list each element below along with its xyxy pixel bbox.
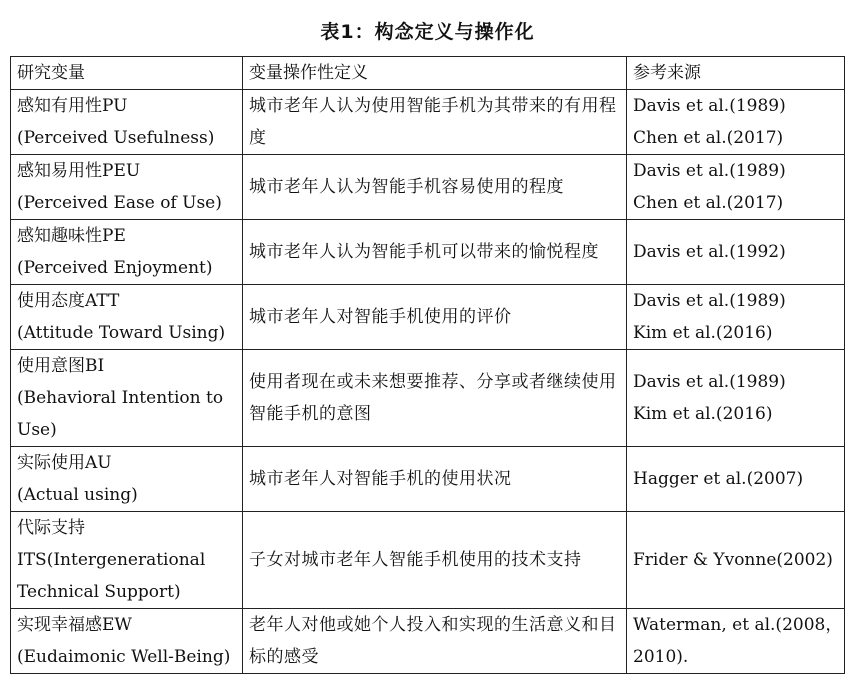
variable-english-cont: Technical Support) <box>17 582 181 602</box>
header-source: 参考来源 <box>627 57 845 90</box>
definition-cell: 老年人对他或她个人投入和实现的生活意义和目标的感受 <box>243 609 627 674</box>
source-cell <box>627 220 845 285</box>
variable-name: 感知有用性PU <box>17 96 128 116</box>
reference: Davis et al.(1989) <box>633 291 786 311</box>
variable-cell <box>11 155 243 220</box>
reference: Davis et al.(1992) <box>633 242 786 262</box>
reference: Davis et al.(1989) <box>633 161 786 181</box>
variable-cell <box>11 90 243 155</box>
variable-cell <box>11 512 243 609</box>
variable-english: (Eudaimonic Well-Being) <box>17 647 231 667</box>
reference: Kim et al.(2016) <box>633 323 773 343</box>
reference: 2010). <box>633 647 689 667</box>
source-cell <box>627 512 845 609</box>
table-row <box>11 447 845 512</box>
variable-name: 实现幸福感EW <box>17 615 132 635</box>
reference: Frider & Yvonne(2002) <box>633 550 833 570</box>
definition-cell: 城市老年人认为使用智能手机为其带来的有用程度 <box>243 90 627 155</box>
reference: Hagger et al.(2007) <box>633 469 804 489</box>
variable-cell <box>11 609 243 674</box>
variable-english: (Perceived Enjoyment) <box>17 258 213 278</box>
variable-english-cont: Use) <box>17 420 57 440</box>
reference: Chen et al.(2017) <box>633 128 784 148</box>
source-cell <box>627 155 845 220</box>
table-row <box>11 350 845 447</box>
variable-name: 使用态度ATT <box>17 291 120 311</box>
table-title: 表1：构念定义与操作化 <box>320 21 535 43</box>
header-row <box>11 57 845 90</box>
table-row <box>11 609 845 674</box>
variable-english: ITS(Intergenerational <box>17 550 206 570</box>
source-cell <box>627 90 845 155</box>
variable-english: (Behavioral Intention to <box>17 388 224 408</box>
header-definition: 变量操作性定义 <box>243 57 627 90</box>
variable-name: 感知易用性PEU <box>17 161 141 181</box>
variable-name: 使用意图BI <box>17 356 105 376</box>
table-row <box>11 512 845 609</box>
variable-cell <box>11 285 243 350</box>
variable-english: (Perceived Ease of Use) <box>17 193 222 213</box>
variable-english: (Perceived Usefulness) <box>17 128 215 148</box>
variable-cell <box>11 447 243 512</box>
table-row <box>11 90 845 155</box>
definition-cell: 使用者现在或未来想要推荐、分享或者继续使用智能手机的意图 <box>243 350 627 447</box>
source-cell <box>627 447 845 512</box>
definition-cell: 城市老年人对智能手机的使用状况 <box>243 447 627 512</box>
variable-name: 代际支持 <box>17 518 85 538</box>
construct-table <box>10 56 845 674</box>
header-variable: 研究变量 <box>11 57 243 90</box>
reference: Kim et al.(2016) <box>633 404 773 424</box>
source-cell <box>627 609 845 674</box>
reference: Davis et al.(1989) <box>633 96 786 116</box>
variable-cell <box>11 220 243 285</box>
variable-name: 实际使用AU <box>17 453 112 473</box>
definition-cell: 城市老年人对智能手机使用的评价 <box>243 285 627 350</box>
reference: Waterman, et al.(2008， <box>633 615 843 635</box>
definition-cell: 城市老年人认为智能手机容易使用的程度 <box>243 155 627 220</box>
reference: Davis et al.(1989) <box>633 372 786 392</box>
table-row <box>11 220 845 285</box>
table-row <box>11 285 845 350</box>
variable-english: (Attitude Toward Using) <box>17 323 226 343</box>
variable-cell <box>11 350 243 447</box>
definition-cell: 城市老年人认为智能手机可以带来的愉悦程度 <box>243 220 627 285</box>
table-row <box>11 155 845 220</box>
variable-english: (Actual using) <box>17 485 138 505</box>
source-cell <box>627 350 845 447</box>
reference: Chen et al.(2017) <box>633 193 784 213</box>
variable-name: 感知趣味性PE <box>17 226 126 246</box>
definition-cell: 子女对城市老年人智能手机使用的技术支持 <box>243 512 627 609</box>
source-cell <box>627 285 845 350</box>
